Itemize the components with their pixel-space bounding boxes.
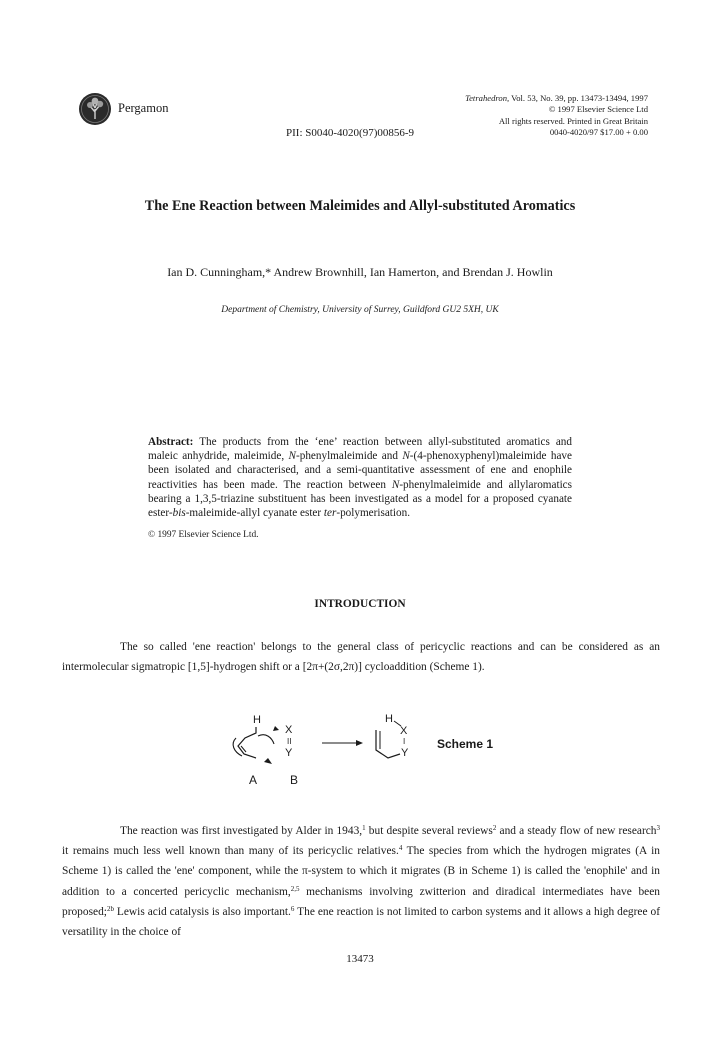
intro-text: and a steady flow of new research	[496, 825, 657, 837]
abstract-italic: ter	[323, 507, 337, 520]
intro-text: it remains much less well known than many of its pericyclic relatives.	[62, 845, 399, 858]
intro-text: The reaction was first investigated by Alder in 1943,	[120, 825, 363, 837]
scheme-label: Scheme 1	[437, 737, 494, 751]
abstract-text: The products from the ‘ene’ reaction between allyl-substituted aromatics and maleic anhydride, maleimide,	[148, 436, 572, 463]
intro-text: The species from which the hydrogen migrates (A in Scheme 1) is called the 'ene' component, while the π-system to which it migrates (B in Scheme 1) is called the 'enophile' and in addition to a concerted pericyclic mechanism,	[62, 845, 660, 898]
intro-paragraph-1: The so called 'ene reaction' belongs to the general class of pericyclic reactions and can be considered as an intermolecular sigmatropic [1,5]-hydrogen shift or a [2π+(2σ,2π)] cycloaddition (Scheme 1).	[62, 641, 660, 673]
page-number: 13473	[346, 953, 374, 965]
scheme-atom-h-right: H	[385, 713, 393, 725]
intro-text: but despite several reviews	[365, 825, 493, 837]
abstract-copyright: © 1997 Elsevier Science Ltd.	[148, 530, 259, 540]
abstract-italic: N	[402, 450, 410, 463]
abstract	[148, 435, 572, 520]
abstract-italic: bis	[172, 507, 186, 520]
journal-citation-block	[388, 93, 648, 139]
rights-line: All rights reserved. Printed in Great Britain	[498, 115, 648, 126]
intro-paragraph-2	[62, 821, 660, 942]
elsevier-tree-logo-icon	[78, 92, 112, 126]
abstract-text: -maleimide-allyl cyanate ester	[185, 507, 324, 520]
article-title: The Ene Reaction between Maleimides and Allyl-substituted Aromatics	[144, 198, 576, 214]
reference-marker: 3	[656, 824, 660, 832]
abstract-italic: N	[391, 478, 400, 491]
journal-reference	[388, 93, 648, 104]
intro-text: Lewis acid catalysis is also important.	[113, 905, 291, 918]
electron-arrow	[264, 758, 272, 764]
intro-text: mechanisms involving zwitterion and diradical intermediates have been proposed;	[62, 885, 660, 918]
reference-marker: 6	[290, 904, 295, 913]
electron-arrow	[258, 735, 274, 744]
scheme-atom-x-right: X	[400, 725, 408, 737]
electron-arrow	[233, 738, 242, 756]
scheme-atom-x-left: X	[285, 724, 293, 736]
reference-marker: 4	[398, 844, 403, 853]
journal-details: Vol. 53, No. 39, pp. 13473-13494, 1997	[509, 93, 648, 103]
scheme-single-bond: I	[403, 737, 406, 746]
abstract-text: -(4-phenoxyphenyl)maleimide have been isolated and characterised, and a semi-quantitative assessment of ene and enophile reactivities has been made. The reaction between	[148, 450, 572, 491]
intro-text: The ene reaction is not limited to carbon systems and it allows a high degree of versatility in the choice of	[62, 905, 661, 939]
scheme-atom-h-left: H	[253, 714, 261, 726]
abstract-label: Abstract:	[148, 436, 194, 448]
journal-name: Tetrahedron,	[465, 93, 510, 103]
scheme-label-a: A	[249, 773, 258, 787]
reaction-arrow-head	[356, 740, 363, 746]
scheme-double-bond: II	[287, 737, 292, 746]
copyright-line: © 1997 Elsevier Science Ltd	[548, 104, 648, 115]
abstract-text: -phenylmaleimide and	[296, 450, 403, 463]
electron-arrow	[273, 726, 279, 731]
abstract-text: -phenylmaleimide and allylaromatics bearing a 1,3,5-triazine substituent has been investigated as a model for a proposed cyanate ester-	[148, 478, 573, 520]
scheme-atom-y-left: Y	[285, 747, 293, 759]
abstract-text: -polymerisation.	[336, 507, 410, 520]
abstract-italic: N	[288, 450, 296, 463]
reference-marker: 1	[362, 824, 366, 832]
reference-marker: 2,5	[290, 884, 300, 893]
scheme-label-b: B	[290, 773, 299, 787]
scheme-1-diagram	[0, 700, 720, 800]
price-line: 0040-4020/97 $17.00 + 0.00	[549, 127, 648, 138]
section-heading: INTRODUCTION	[314, 598, 406, 610]
pii-identifier: PII: S0040-4020(97)00856-9	[286, 127, 415, 139]
publisher-name: Pergamon	[118, 101, 169, 115]
reference-marker: 2b	[106, 904, 114, 913]
scheme-atom-y-right: Y	[401, 747, 409, 759]
author-affiliation: Department of Chemistry, University of Surrey, Guildford GU2 5XH, UK	[221, 305, 499, 315]
ene-skeleton	[238, 727, 256, 758]
reference-marker: 2	[492, 824, 497, 832]
author-list: Ian D. Cunningham,* Andrew Brownhill, Ian Hamerton, and Brendan J. Howlin	[167, 265, 553, 279]
